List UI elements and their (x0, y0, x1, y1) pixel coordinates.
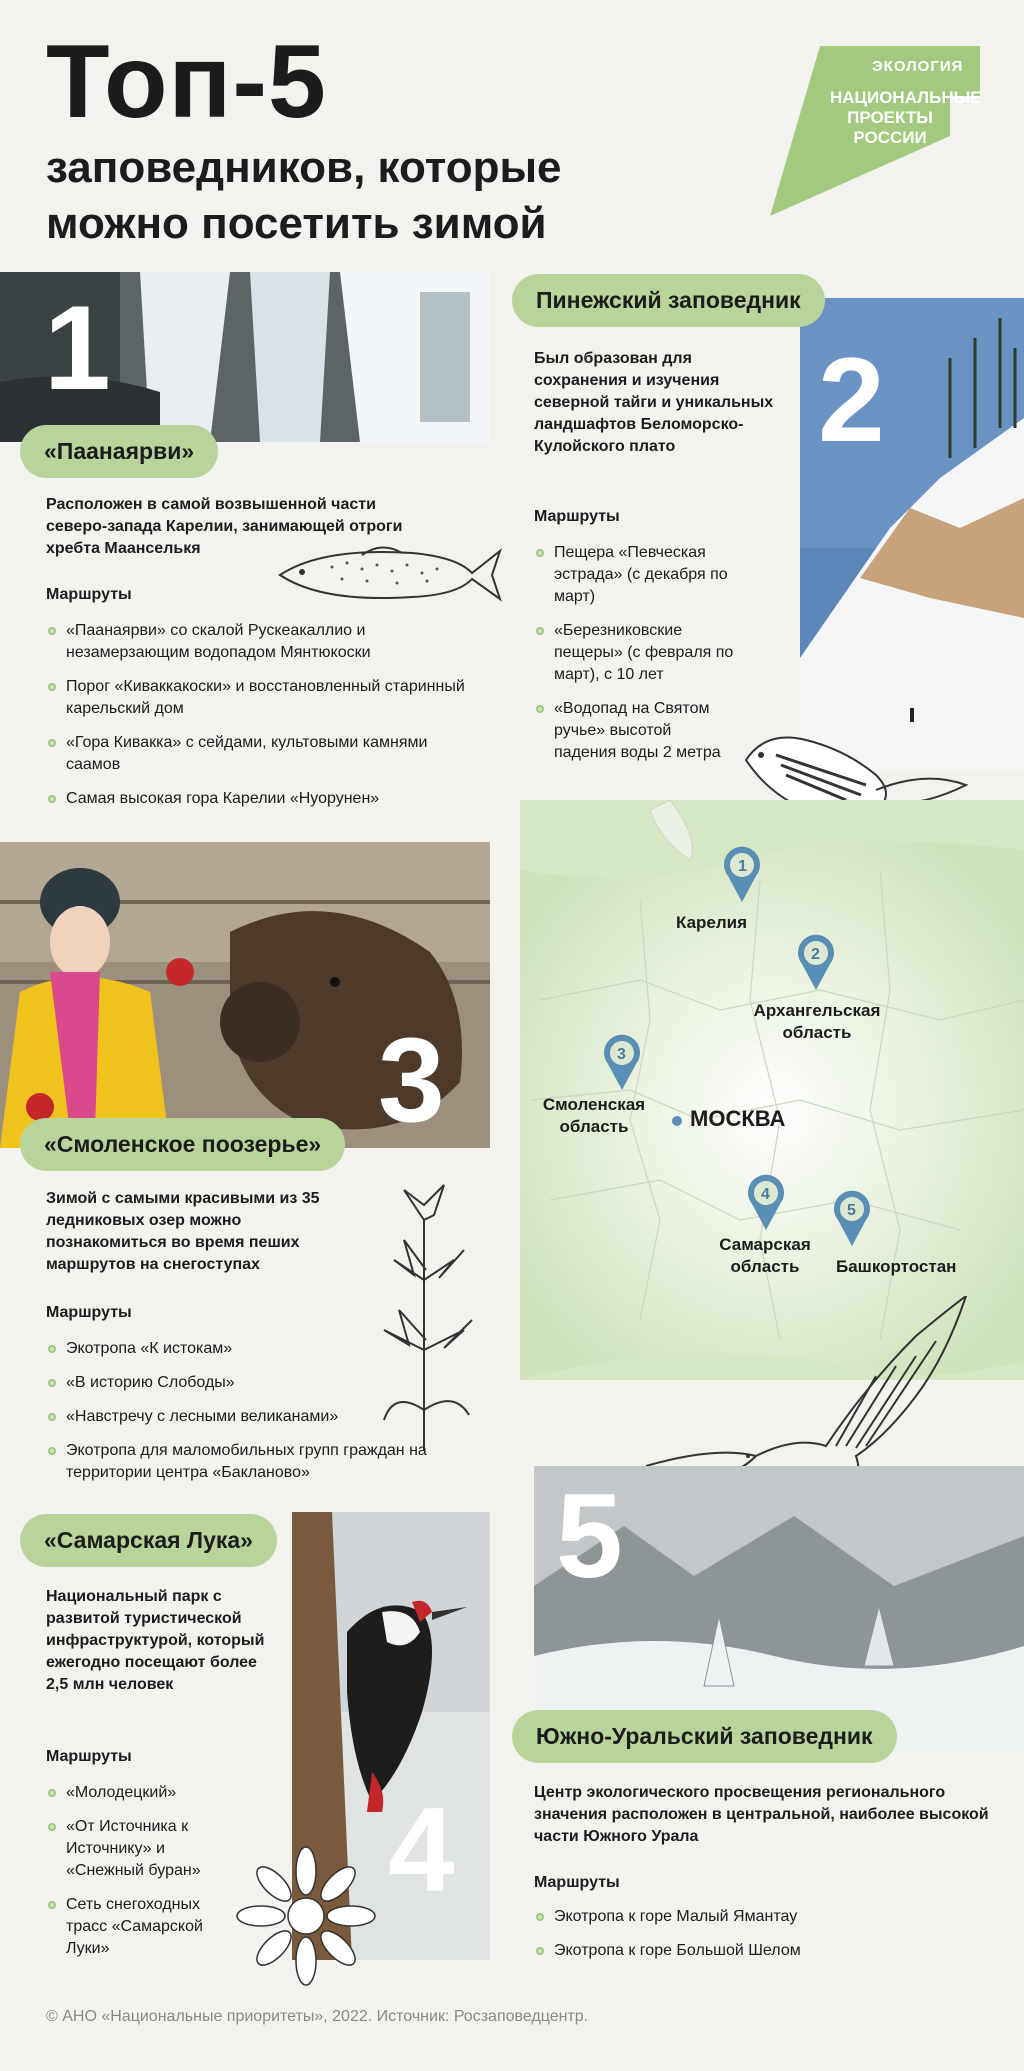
list-item: Экотропа к горе Большой Шелом (534, 1940, 974, 1962)
logo-category: ЭКОЛОГИЯ (872, 58, 964, 75)
map-pin-number-2: 2 (811, 946, 820, 963)
logo-text: НАЦИОНАЛЬНЫЕ ПРОЕКТЫ РОССИИ (830, 88, 982, 147)
list-item: Порог «Киваккакоски» и восстановленный старинный карельский дом (46, 676, 466, 720)
map-label-moscow: МОСКВА (690, 1106, 786, 1131)
map-pin-number-3: 3 (617, 1046, 626, 1063)
reserve-description-1: Расположен в самой возвышенной части северо-запада Карелии, занимающей отроги хребта Маанселькя (46, 496, 403, 557)
reserve-number-1: 1 (44, 281, 111, 415)
list-item: Экотропа «К истокам» (46, 1338, 466, 1360)
map-label-arkhangelsk: Архангельская область (753, 1001, 881, 1042)
map-label-samara: Самарская область (719, 1235, 811, 1276)
routes-list-4 (46, 1782, 236, 1972)
list-item: Пещера «Певческая эстрада» (с декабря по март) (534, 542, 734, 608)
russia-map (520, 800, 1024, 1380)
routes-list-3 (46, 1338, 466, 1496)
list-item: «Березниковские пещеры» (с февраля по март), с 10 лет (534, 620, 734, 686)
routes-list-2 (534, 542, 734, 776)
list-item: «Паанаярви» со скалой Рускеакаллио и незамерзающим водопадом Мянтюкоски (46, 620, 466, 664)
map-pin-number-5: 5 (847, 1202, 856, 1219)
footer-source: © АНО «Национальные приоритеты», 2022. Источник: Росзаповедцентр. (46, 2008, 589, 2025)
list-item: «Навстречу с лесными великанами» (46, 1406, 466, 1428)
map-label-smolensk: Смоленская область (542, 1095, 646, 1136)
list-item: Сеть снегоходных трасс «Самарской Луки» (46, 1894, 236, 1960)
reserve-description-5: Центр экологического просвещения регионального значения расположен в центральной, наиболее высокой части Южного Урала (534, 1784, 989, 1845)
reserve-name-1: «Паанаярви» (20, 425, 218, 478)
routes-label-3: Маршруты (46, 1304, 132, 1321)
routes-list-1 (46, 620, 466, 822)
map-label-karelia: Карелия (676, 913, 748, 932)
reserve-number-4: 4 (388, 1783, 455, 1917)
list-item: «Гора Кивакка» с сейдами, культовыми камнями саамов (46, 732, 466, 776)
reserve-name-3: «Смоленское поозерье» (20, 1118, 345, 1171)
map-pin-number-4: 4 (761, 1186, 770, 1203)
list-item: Самая высокая гора Карелии «Нуорунен» (46, 788, 466, 810)
list-item: Экотропа для маломобильных групп граждан на территории центра «Бакланово» (46, 1440, 466, 1484)
list-item: Экотропа к горе Малый Ямантау (534, 1906, 974, 1928)
map-pin-number-1: 1 (738, 858, 747, 875)
page-title: Топ-5 (46, 24, 327, 140)
page-subtitle: заповедников, которые можно посетить зимой (46, 143, 562, 248)
routes-label-4: Маршруты (46, 1748, 132, 1765)
reserve-number-5: 5 (556, 1469, 623, 1603)
reserve-name-4: «Самарская Лука» (20, 1514, 277, 1567)
map-label-bashkortostan: Башкортостан (836, 1257, 957, 1276)
routes-label-5: Маршруты (534, 1874, 620, 1891)
routes-list-5 (534, 1906, 974, 1974)
list-item: «Водопад на Святом ручье» высотой падения воды 2 метра (534, 698, 734, 764)
reserve-number-2: 2 (818, 333, 885, 467)
reserve-description-4: Национальный парк с развитой туристической инфраструктурой, который ежегодно посещают более 2,5 млн человек (46, 1588, 265, 1693)
routes-label-2: Маршруты (534, 508, 620, 525)
routes-label-1: Маршруты (46, 586, 132, 603)
reserve-number-3: 3 (378, 1013, 445, 1147)
reserve-description-3: Зимой с самыми красивыми из 35 ледниковых озер можно познакомиться во время пеших маршрутов на снегоступах (46, 1190, 320, 1273)
list-item: «От Источника к Источнику» и «Снежный буран» (46, 1816, 236, 1882)
reserve-name-2: Пинежский заповедник (512, 274, 825, 327)
aster-flower-illustration-icon (236, 1846, 376, 1986)
moscow-dot (672, 1116, 682, 1126)
reserve-description-2: Был образован для сохранения и изучения северной тайги и уникальных ландшафтов Беломорско-Кулойского плато (534, 350, 774, 455)
list-item: «В историю Слободы» (46, 1372, 466, 1394)
list-item: «Молодецкий» (46, 1782, 236, 1804)
trout-illustration-icon (272, 535, 504, 615)
reserve-name-5: Южно-Уральский заповедник (512, 1710, 897, 1763)
